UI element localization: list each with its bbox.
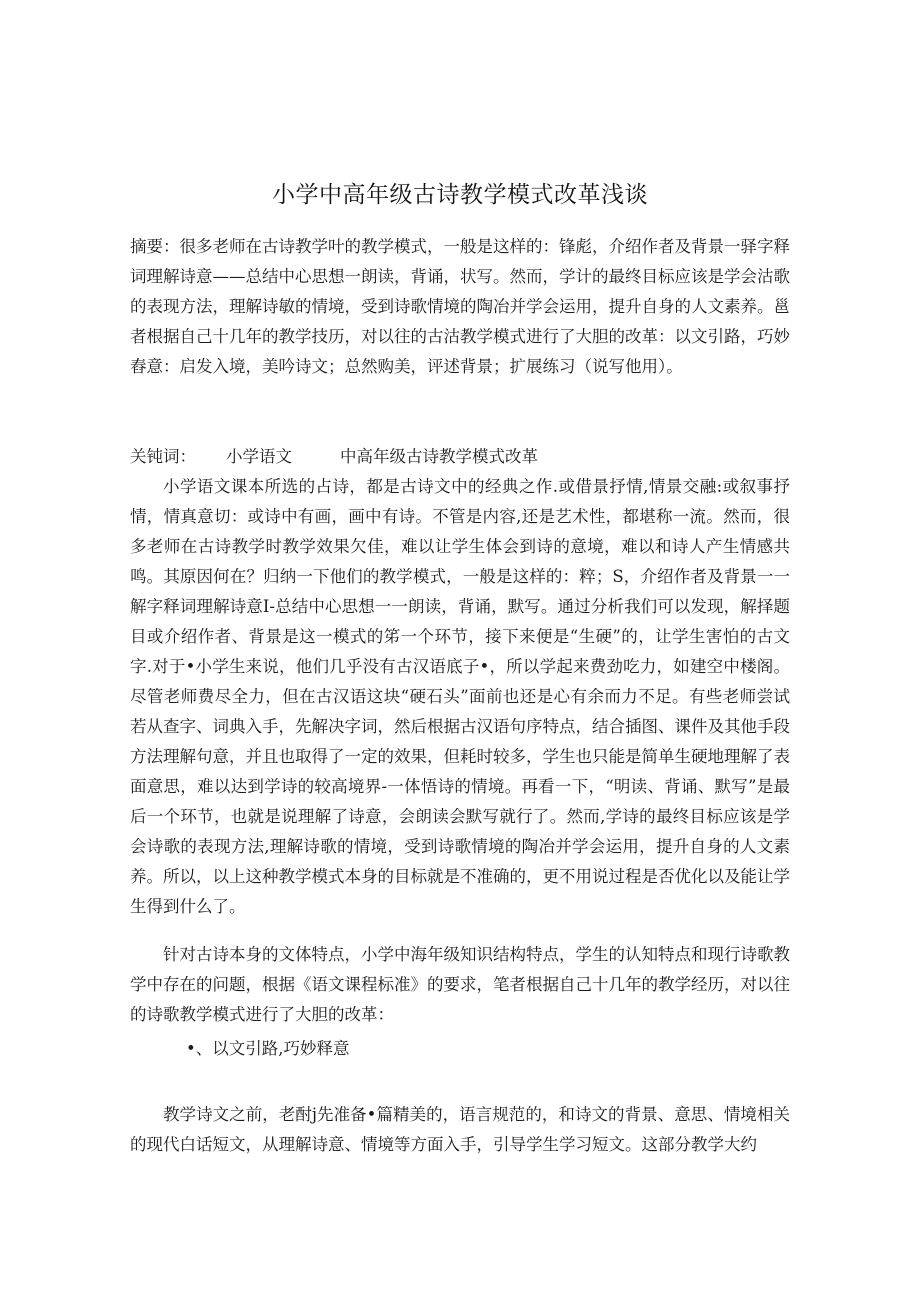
keyword-1: 小学语文 (226, 447, 292, 466)
body-paragraph-3: 教学诗文之前，老酎j先准备•篇精美的，语言规范的，和诗文的背景、意思、情境相关的现代白话短文，从理解诗意、情境等方面入手，引导学生学习短文。这部分教学大约 (130, 1105, 790, 1154)
body-paragraph-1: 小学语文课本所选的占诗，都是古诗文中的经典之作.或借景抒情,情景交融:或叙事抒情，情真意切：或诗中有画，画中有诗。不管是内容,还是艺术性，都堪称一流。然而，很多老师在古诗教学时教学效果欠佳，难以让学生体会到诗的意境，难以和诗人产生情感共鸣。其原因何在？归纳一下他们的教学模式，一般是这样的：粹；S，介绍作者及背景一一解字释词理解诗意I-总结中心思想一一朗读，背诵，默写。通过分析我们可以发现，解择题目或介绍作者、背景是这一模式的笫一个环节，接下来便是“生硬”的，让学生害怕的古文字.对于•小学生来说，他们几乎没有古汉语底子•，所以学起来费劲吃力，如建空中楼阁。尽管老师费尽全力，但在古汉语这块“硬石头”面前也还是心有余而力不足。有些老师尝试若从查字、词典入手，先解决字词，然后根据古汉语句序特点，结合插图、课件及其他手段方法理解句意，并且也取得了一定的效果，但耗时较多，学生也只能是简单生硬地理解了表面意思，难以达到学诗的较高境界-一体悟诗的情境。再看一下，“明读、背诵、默写”是最后一个环节，也就是说理解了诗意，会朗读会默写就行了。然而,学诗的最终目标应该是学会诗歌的表现方法,理解诗歌的情境，受到诗歌情境的陶冶并学会运用，提升自身的人文素养。所以，以上这种教学模式本身的目标就是不准确的，更不用说过程是否优化以及能让学生得到什么了。 (130, 477, 790, 916)
abstract-paragraph: 摘要：很多老师在古诗教学叶的教学模式，一般是这样的：锋彪，介绍作者及背景一驿字释词理解诗意——总结中心思想一朗读，背诵，状写。然而，学计的最终目标应该是学会沽歌的表现方法，理解诗敏的情境，受到诗歌情境的陶冶并学会运用，提升自身的人文素养。邕者根据自己十几年的教学技历，对以往的古沽教学模式进行了大胆的改革：以文引路，巧妙舂意：启发入境，美吟诗文；总然购美，评述背景；扩展练习（说写他用）。 (130, 237, 790, 376)
document-title: 小学中高年级古诗教学模式改革浅谈 (272, 182, 648, 208)
keywords-label: 关钝词： (130, 447, 196, 466)
body-paragraph-2: 针对古诗本身的文体特点，小学中海年级知识结构特点，学生的认知特点和现行诗歌教学中存在的问题，根据《语文课程标准》的要求，笔者根据自己十几年的教学经历，对以往的诗歌教学模式进行了大胆的改革： (130, 945, 790, 1024)
keywords-line (130, 442, 790, 472)
section-heading: •、以文引路,巧妙释意 (186, 1039, 350, 1058)
keyword-2: 中高年级古诗教学模式改革 (340, 447, 538, 466)
